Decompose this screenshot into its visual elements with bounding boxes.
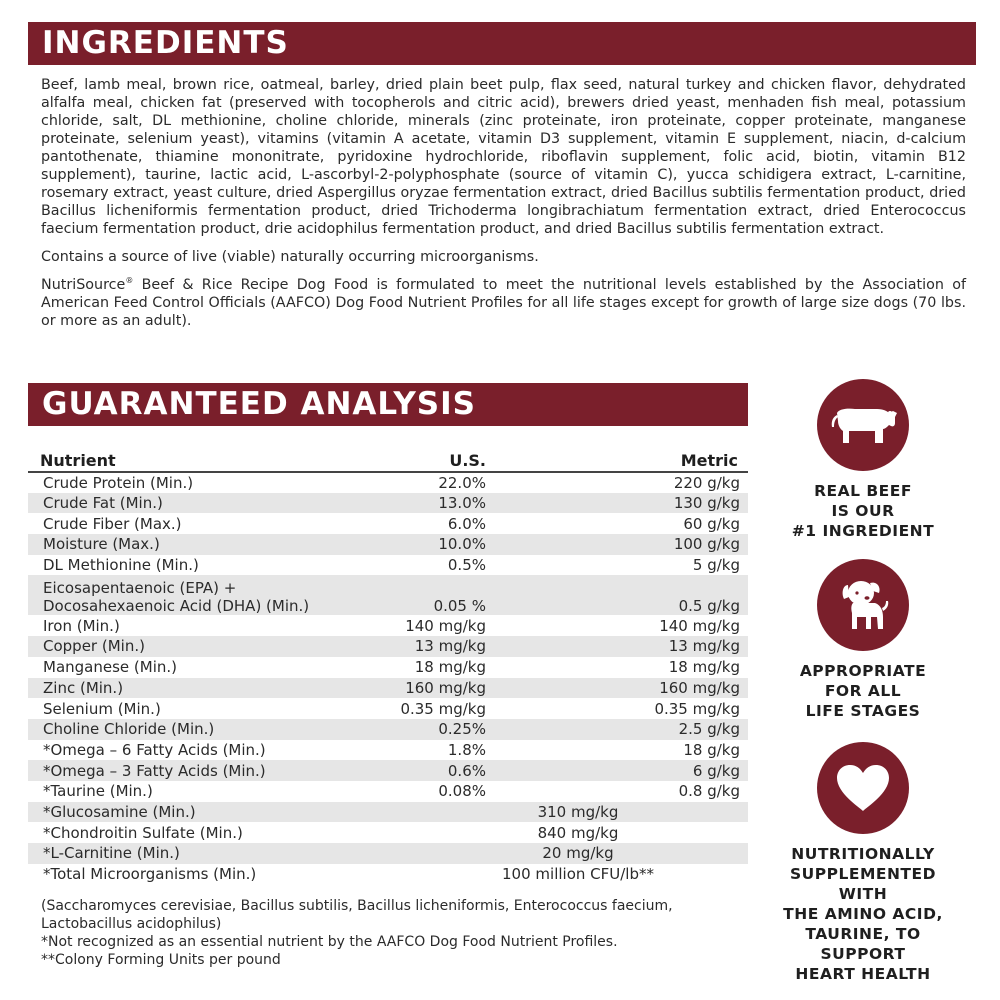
table-row xyxy=(28,615,748,636)
nutrient-name: DL Methionine (Min.) xyxy=(43,556,199,575)
feature-heart-health xyxy=(763,742,963,984)
heart-icon xyxy=(817,742,909,834)
feature-label: REAL BEEF IS OUR #1 INGREDIENT xyxy=(791,482,935,540)
brand-name: NutriSource xyxy=(41,277,126,293)
metric-value: 60 g/kg xyxy=(683,514,740,533)
footnote-cfu: **Colony Forming Units per pound xyxy=(41,952,281,968)
aafco-statement xyxy=(41,276,966,330)
feature-life-stages xyxy=(763,559,963,721)
metric-value: 160 mg/kg xyxy=(486,678,748,699)
table-row xyxy=(28,534,748,555)
aafco-statement-text: Beef & Rice Recipe Dog Food is formulated to meet the nutritional levels established by the Association of American Feed Control Officials (AAFCO) Dog Food Nutrient Profiles for all life stages except for growth of large size dogs (70 lbs. or more as an adult). xyxy=(41,277,966,329)
combined-value: 310 mg/kg xyxy=(358,802,748,823)
nutrient-name: *Taurine (Min.) xyxy=(43,782,153,801)
table-row xyxy=(28,555,748,576)
combined-value: 100 million CFU/lb** xyxy=(502,865,654,884)
puppy-icon-graphic xyxy=(831,573,895,637)
metric-value: 6 g/kg xyxy=(486,760,748,781)
metric-value: 220 g/kg xyxy=(673,473,740,492)
ingredients-list: Beef, lamb meal, brown rice, oatmeal, barley, dried plain beet pulp, flax seed, natural turkey and chicken flavor, dehydrated alfalfa meal, chicken fat (preserved with tocopherols and citric acid), brewers dried yeast, menhaden fish meal, potassium chloride, salt, DL methionine, choline chloride, minerals (zinc proteinate, iron proteinate, copper proteinate, manganese proteinate, selenium yeast), vitamins (vitamin A acetate, vitamin D3 supplement, vitamin E supplement, niacin, d-calcium pantothenate, thiamine mononitrate, pyridoxine hydrochloride, riboflavin supplement, folic acid, biotin, vitamin B12 supplement), taurine, lactic acid, L-ascorbyl-2-polyphosphate (source of vitamin C), yucca schidigera extract, L-carnitine, rosemary extract, yeast culture, dried Aspergillus oryzae fermentation extract, dried Bacillus subtilis fermentation product, dried Bacillus licheniformis fermentation product, dried Trichoderma longibrachiatum fermentation extract, dried Enterococcus faecium fermentation product, drie acidophilus fermentation product, and dried Bacillus subtilis fermentation extract. xyxy=(41,77,966,237)
table-row xyxy=(28,513,748,534)
nutrient-name: Crude Fat (Min.) xyxy=(28,493,358,514)
us-value: 0.5% xyxy=(447,556,486,575)
table-row xyxy=(28,781,748,802)
column-header-nutrient: Nutrient xyxy=(28,450,358,472)
us-value: 0.08% xyxy=(438,782,486,801)
us-value: 13 mg/kg xyxy=(358,636,486,657)
table-row xyxy=(28,740,748,761)
us-value: 0.25% xyxy=(358,719,486,740)
metric-value: 130 g/kg xyxy=(486,493,748,514)
puppy-icon xyxy=(817,559,909,651)
us-value: 10.0% xyxy=(358,534,486,555)
us-value: 0.6% xyxy=(358,760,486,781)
guaranteed-analysis-table xyxy=(28,450,748,884)
column-header-us: U.S. xyxy=(358,450,486,472)
nutrient-name: Moisture (Max.) xyxy=(28,534,358,555)
table-row xyxy=(28,864,748,885)
table-row xyxy=(28,760,748,781)
cow-icon-graphic xyxy=(825,399,901,451)
nutrient-name: *Chondroitin Sulfate (Min.) xyxy=(43,823,243,842)
combined-value: 20 mg/kg xyxy=(358,843,748,864)
nutrient-name-line-2: Docosahexaenoic Acid (DHA) (Min.) xyxy=(43,597,310,616)
nutrient-name: Crude Protein (Min.) xyxy=(43,473,194,492)
us-value: 22.0% xyxy=(438,473,486,492)
metric-value: 2.5 g/kg xyxy=(486,719,748,740)
table-row xyxy=(28,472,748,493)
table-row xyxy=(28,802,748,823)
metric-value: 0.8 g/kg xyxy=(678,782,740,801)
footnote-organisms: (Saccharomyces cerevisiae, Bacillus subtilis, Bacillus licheniformis, Enterococcus faecium, Lactobacillus acidophilus) xyxy=(41,898,673,932)
us-value: 0.05 % xyxy=(358,575,486,615)
nutrient-name: *Glucosamine (Min.) xyxy=(28,802,358,823)
metric-value: 13 mg/kg xyxy=(486,636,748,657)
table-header-row xyxy=(28,450,748,472)
combined-value: 840 mg/kg xyxy=(537,823,619,842)
feature-label: NUTRITIONALLY SUPPLEMENTED WITH THE AMINO ACID, TAURINE, TO SUPPORT HEART HEALTH xyxy=(783,845,943,983)
footnote-aafco: *Not recognized as an essential nutrient by the AAFCO Dog Food Nutrient Profiles. xyxy=(41,934,618,950)
table-row xyxy=(28,719,748,740)
nutrient-name-line-1: Eicosapentaenoic (EPA) + xyxy=(43,579,237,598)
nutrient-name: *Total Microorganisms (Min.) xyxy=(43,865,257,884)
nutrient-name: Iron (Min.) xyxy=(43,616,120,635)
metric-value: 18 g/kg xyxy=(683,740,740,759)
us-value: 1.8% xyxy=(447,740,486,759)
metric-value: 140 mg/kg xyxy=(659,616,740,635)
feature-label: APPROPRIATE FOR ALL LIFE STAGES xyxy=(799,662,927,720)
table-row xyxy=(28,575,748,615)
nutrient-name: Manganese (Min.) xyxy=(43,658,177,677)
metric-value: 18 mg/kg xyxy=(668,658,740,677)
table-row xyxy=(28,698,748,719)
column-header-metric: Metric xyxy=(486,450,748,472)
metric-value: 0.35 mg/kg xyxy=(654,699,740,718)
us-value: 13.0% xyxy=(358,493,486,514)
us-value: 160 mg/kg xyxy=(358,678,486,699)
guaranteed-analysis-heading: GUARANTEED ANALYSIS xyxy=(28,383,748,426)
nutrient-name: Crude Fiber (Max.) xyxy=(43,514,182,533)
table-row xyxy=(28,843,748,864)
table-row xyxy=(28,657,748,678)
us-value: 6.0% xyxy=(447,514,486,533)
nutrient-name: Choline Chloride (Min.) xyxy=(28,719,358,740)
nutrient-name: *L-Carnitine (Min.) xyxy=(28,843,358,864)
ingredients-heading: INGREDIENTS xyxy=(28,22,976,65)
nutrient-name xyxy=(28,575,358,615)
table-row xyxy=(28,493,748,514)
table-row xyxy=(28,678,748,699)
ingredients-body xyxy=(41,76,966,338)
table-row xyxy=(28,636,748,657)
analysis-footnotes xyxy=(41,897,741,969)
nutrient-name: *Omega – 6 Fatty Acids (Min.) xyxy=(43,740,266,759)
cow-icon xyxy=(817,379,909,471)
metric-value: 0.5 g/kg xyxy=(486,575,748,615)
heart-icon-graphic xyxy=(835,763,891,813)
nutrient-name: Copper (Min.) xyxy=(28,636,358,657)
nutrient-name: *Omega – 3 Fatty Acids (Min.) xyxy=(28,760,358,781)
us-value: 18 mg/kg xyxy=(414,658,486,677)
registered-mark: ® xyxy=(125,276,134,286)
feature-real-beef xyxy=(763,379,963,541)
nutrient-name: Selenium (Min.) xyxy=(43,699,161,718)
microorganisms-note: Contains a source of live (viable) naturally occurring microorganisms. xyxy=(41,249,539,265)
table-row xyxy=(28,822,748,843)
us-value: 0.35 mg/kg xyxy=(400,699,486,718)
us-value: 140 mg/kg xyxy=(405,616,486,635)
metric-value: 100 g/kg xyxy=(486,534,748,555)
metric-value: 5 g/kg xyxy=(692,556,740,575)
nutrient-name: Zinc (Min.) xyxy=(28,678,358,699)
